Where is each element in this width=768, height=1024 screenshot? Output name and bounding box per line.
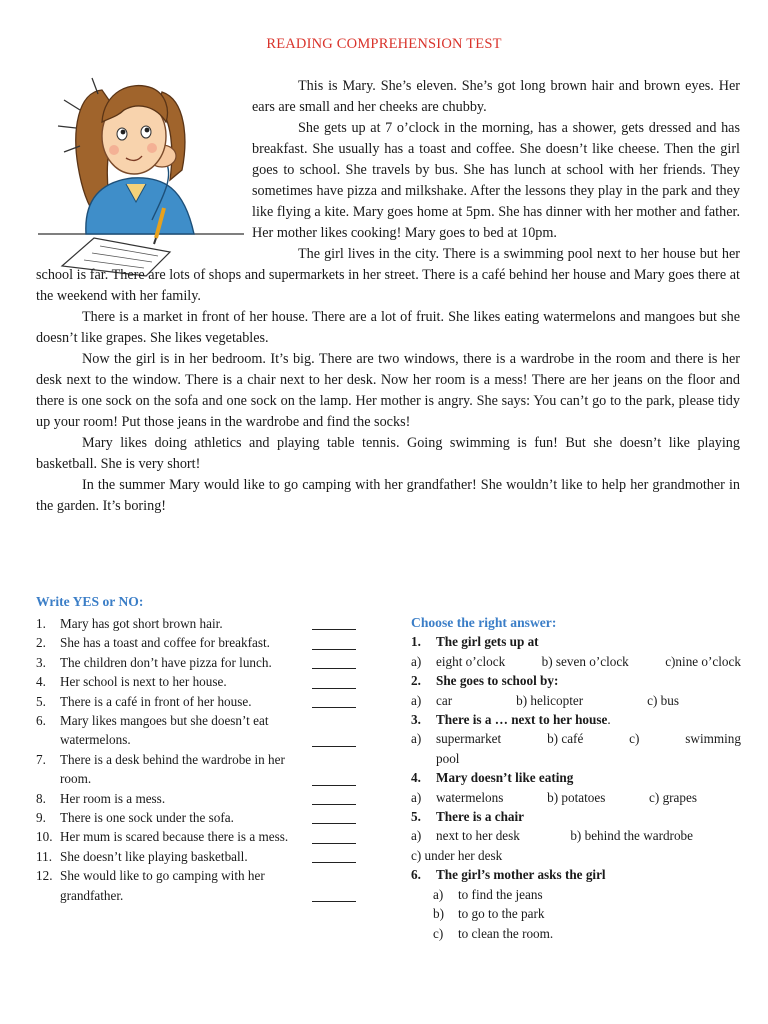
question-2: 2. She goes to school by:	[411, 673, 559, 689]
answer-blank[interactable]	[312, 629, 356, 630]
item-text: There is a desk behind the wardrobe in her room.	[60, 751, 285, 787]
item-number: 4.	[36, 674, 46, 690]
question-1-options: a) eight o’clock b) seven o’clock c)nine o’clock	[411, 652, 741, 671]
paragraph-sports: Mary likes doing athletics and playing table tennis. Going swimming is fun! But she doesn’t like playing basketball. She is very short!	[36, 435, 740, 472]
option-a[interactable]: eight o’clock	[436, 653, 506, 669]
option-c-continued: pool	[436, 750, 460, 766]
option-c[interactable]: c) bus	[647, 692, 679, 708]
option-b[interactable]: b) behind the wardrobe	[570, 828, 693, 844]
item-text: She would like to go camping with her grandfather.	[60, 868, 265, 903]
item-number: 5.	[36, 693, 46, 709]
item-number: 10.	[36, 829, 53, 845]
item-text: She doesn’t like playing basketball.	[60, 848, 248, 864]
option-c[interactable]: c)nine o’clock	[665, 653, 741, 669]
item-number: 11.	[36, 848, 52, 864]
answer-blank[interactable]	[312, 707, 356, 708]
question-6: 6. The girl’s mother asks the girl	[411, 867, 606, 883]
reading-passage	[36, 76, 740, 517]
item-number: 12.	[36, 868, 53, 884]
item-text: Her mum is scared because there is a mess.	[60, 829, 289, 845]
list-item	[36, 750, 366, 789]
paragraph-summer: In the summer Mary would like to go camping with her grandfather! She wouldn’t like to help her grandmother in the garden. It’s boring!	[36, 477, 740, 514]
item-number: 3.	[36, 654, 46, 670]
list-item	[36, 633, 366, 652]
option-a[interactable]: a) to find the jeans	[433, 886, 543, 902]
paragraph-daily-routine: She gets up at 7 o’clock in the morning, has a shower, gets dressed and has breakfast. She usually has a toast and coffee. She doesn’t like cheese. Then the girl goes to school. She travels by bus. She has lunch at school with her friends. They sometimes have pizza and milkshake. After the lessons they play in the park and they like flying a kite. Mary goes home at 5pm. She has dinner with her mother and father. Her mother likes cooking! Mary goes to bed at 10pm.	[252, 120, 740, 241]
question-1: 1. The girl gets up at	[411, 634, 539, 650]
yes-no-list	[36, 614, 366, 905]
answer-blank[interactable]	[312, 688, 356, 689]
item-text: There is one sock under the sofa.	[60, 810, 234, 826]
list-item	[36, 653, 366, 672]
item-text: The children don’t have pizza for lunch.	[60, 654, 272, 670]
paragraph-intro: This is Mary. She’s eleven. She’s got long brown hair and brown eyes. Her ears are small and her cheeks are chubby.	[252, 78, 740, 115]
list-item	[36, 808, 366, 827]
question-3: 3. There is a … next to her house.	[411, 712, 611, 728]
item-text: Mary has got short brown hair.	[60, 616, 223, 631]
question-4-options: a) watermelons b) potatoes c) grapes	[411, 788, 741, 807]
illustration-space	[36, 76, 252, 256]
list-item	[36, 711, 366, 750]
option-c[interactable]: c) under her desk	[411, 847, 503, 863]
yes-no-heading: Write YES or NO:	[36, 594, 144, 609]
paragraph-market: There is a market in front of her house. There are a lot of fruit. She likes eating watermelons and mangoes but she doesn’t like grapes. She likes vegetables.	[36, 309, 740, 346]
item-text: Her room is a mess.	[60, 790, 166, 806]
list-item	[36, 847, 366, 866]
answer-blank[interactable]	[312, 746, 356, 747]
option-c[interactable]: c) grapes	[649, 789, 697, 805]
paragraph-bedroom: Now the girl is in her bedroom. It’s big. There are two windows, there is a wardrobe in the room and there is her desk next to the window. There is a chair next to her desk. Now her room is a mess! There are her jeans on the floor and there is one sock on the sofa and one sock on the lamp. Her mother is angry. She says: You can’t go to the park, please tidy up your room! Put those jeans in the wardrobe and find the socks!	[36, 351, 740, 430]
option-b[interactable]: b) café	[547, 731, 584, 747]
item-text: She has a toast and coffee for breakfast.	[60, 635, 270, 651]
question-5: 5. There is a chair	[411, 809, 525, 825]
option-b[interactable]: b) to go to the park	[433, 906, 545, 922]
item-number: 2.	[36, 635, 46, 651]
answer-blank[interactable]	[312, 649, 356, 650]
option-a[interactable]: car	[436, 692, 453, 708]
option-c-letter: c)	[629, 731, 640, 747]
question-5-options: a) next to her desk b) behind the wardrobe	[411, 826, 741, 845]
item-text: There is a café in front of her house.	[60, 693, 252, 709]
option-a[interactable]: supermarket	[436, 731, 502, 747]
choose-heading: Choose the right answer:	[411, 615, 557, 630]
page-title: READING COMPREHENSION TEST	[266, 36, 502, 52]
paragraph-home: The girl lives in the city. There is a swimming pool next to her house but her school is far. There are lots of shops and supermarkets in her street. There is a café behind her house and Mary goes there at the weekend with her family.	[36, 246, 740, 304]
item-text: Her school is next to her house.	[60, 674, 227, 690]
option-a[interactable]: next to her desk	[436, 828, 520, 844]
list-item	[36, 672, 366, 691]
answer-blank[interactable]	[312, 901, 356, 902]
answer-blank[interactable]	[312, 668, 356, 669]
option-c[interactable]: c) to clean the room.	[433, 925, 554, 941]
yes-no-section	[36, 594, 366, 905]
option-b[interactable]: b) helicopter	[516, 692, 584, 708]
answer-blank[interactable]	[312, 823, 356, 824]
option-c[interactable]: swimming	[685, 731, 741, 747]
list-item	[36, 827, 366, 846]
item-number: 8.	[36, 790, 46, 806]
item-number: 9.	[36, 810, 46, 826]
option-b[interactable]: b) seven o’clock	[541, 653, 629, 669]
question-3-options: a) supermarket b) café c) swimming pool	[411, 729, 741, 768]
item-number: 1.	[36, 616, 46, 631]
list-item	[36, 692, 366, 711]
option-b[interactable]: b) potatoes	[547, 789, 606, 805]
option-a[interactable]: watermelons	[436, 789, 504, 805]
choose-section	[411, 613, 741, 943]
list-item	[36, 614, 366, 633]
question-4: 4. Mary doesn’t like eating	[411, 770, 574, 786]
list-item	[36, 789, 366, 808]
answer-blank[interactable]	[312, 785, 356, 786]
item-number: 6.	[36, 713, 46, 729]
answer-blank[interactable]	[312, 862, 356, 863]
item-text: Mary likes mangoes but she doesn’t eat watermelons.	[60, 713, 269, 748]
answer-blank[interactable]	[312, 843, 356, 844]
question-2-options: a) car b) helicopter c) bus	[411, 691, 741, 710]
answer-blank[interactable]	[312, 804, 356, 805]
item-number: 7.	[36, 751, 46, 767]
list-item	[36, 866, 366, 905]
